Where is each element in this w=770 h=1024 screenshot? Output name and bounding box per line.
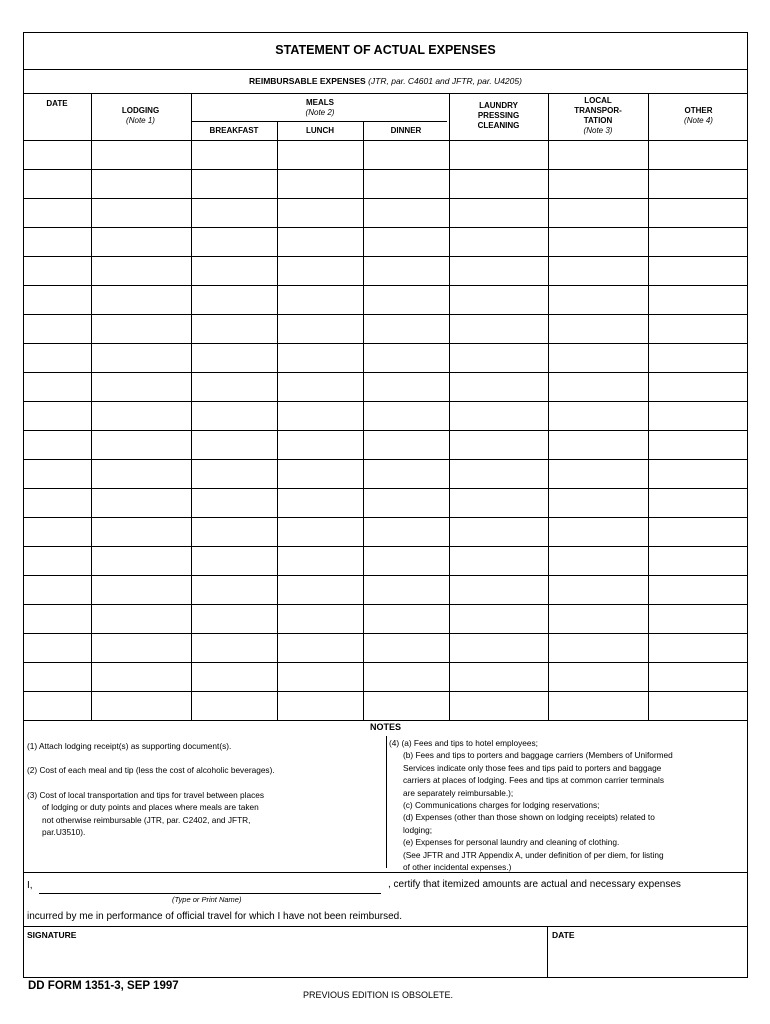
- meals-label: MEALS: [306, 98, 334, 107]
- note-4d: (d) Expenses (other than those shown on lodging receipts) related to: [403, 812, 655, 823]
- transportation-cell[interactable]: [550, 519, 646, 544]
- laundry-cell[interactable]: [451, 490, 546, 515]
- laundry-cell[interactable]: [451, 577, 546, 602]
- row-line: [24, 285, 747, 286]
- date-label: DATE: [552, 930, 575, 940]
- dinner-cell[interactable]: [365, 316, 447, 341]
- other-cell[interactable]: [650, 635, 747, 660]
- other-label: OTHER: [684, 106, 713, 115]
- lunch-cell[interactable]: [279, 200, 361, 225]
- dinner-cell[interactable]: [365, 635, 447, 660]
- laundry-cell[interactable]: [451, 345, 546, 370]
- lunch-cell[interactable]: [279, 258, 361, 283]
- column-line: [449, 93, 450, 720]
- form-title: STATEMENT OF ACTUAL EXPENSES: [275, 43, 496, 57]
- form-subtitle: [24, 76, 747, 86]
- lodging-cell[interactable]: [93, 287, 189, 312]
- date-cell[interactable]: [26, 374, 89, 399]
- column-header-lodging: [91, 106, 190, 126]
- lodging-cell[interactable]: [93, 664, 189, 689]
- transportation-cell[interactable]: [550, 490, 646, 515]
- row-line: [24, 488, 747, 489]
- note-spacer: [27, 752, 372, 764]
- transportation-cell[interactable]: [550, 287, 646, 312]
- breakfast-cell[interactable]: [193, 461, 275, 486]
- date-cell[interactable]: [26, 229, 89, 254]
- laundry-cell[interactable]: [451, 461, 546, 486]
- lodging-cell[interactable]: [93, 490, 189, 515]
- date-cell[interactable]: [26, 635, 89, 660]
- lodging-cell[interactable]: [93, 200, 189, 225]
- lunch-cell[interactable]: [279, 606, 361, 631]
- transportation-cell[interactable]: [550, 606, 646, 631]
- lunch-cell[interactable]: [279, 693, 361, 718]
- notes-heading: NOTES: [369, 722, 401, 732]
- laundry-cell[interactable]: [451, 548, 546, 573]
- dinner-cell[interactable]: [365, 258, 447, 283]
- other-cell[interactable]: [650, 316, 747, 341]
- date-cell[interactable]: [26, 432, 89, 457]
- note-3: (3) Cost of local transportation and tips for travel between places: [27, 789, 265, 800]
- dinner-cell[interactable]: [365, 171, 447, 196]
- date-cell[interactable]: [26, 693, 89, 718]
- note-4e: (e) Expenses for personal laundry and cleaning of clothing.: [403, 837, 620, 848]
- other-cell[interactable]: [650, 287, 747, 312]
- breakfast-cell[interactable]: [193, 548, 275, 573]
- column-header-breakfast: BREAKFAST: [209, 126, 259, 135]
- note-2: (2) Cost of each meal and tip (less the cost of alcoholic beverages).: [27, 765, 275, 776]
- note-4b: (b) Fees and tips to porters and baggage carriers (Members of Uniformed: [403, 750, 673, 761]
- lunch-cell[interactable]: [279, 171, 361, 196]
- breakfast-cell[interactable]: [193, 142, 275, 167]
- meals-note: (Note 2): [305, 108, 335, 117]
- other-cell[interactable]: [650, 229, 747, 254]
- lodging-cell[interactable]: [93, 403, 189, 428]
- date-cell[interactable]: [26, 287, 89, 312]
- dinner-cell[interactable]: [365, 229, 447, 254]
- lodging-cell[interactable]: [93, 374, 189, 399]
- date-cell[interactable]: [26, 577, 89, 602]
- previous-edition-notice: PREVIOUS EDITION IS OBSOLETE.: [303, 990, 454, 1000]
- row-line: [24, 517, 747, 518]
- date-cell[interactable]: [26, 258, 89, 283]
- breakfast-cell[interactable]: [193, 606, 275, 631]
- dinner-cell[interactable]: [365, 287, 447, 312]
- note-4c: (c) Communications charges for lodging reservations;: [403, 800, 600, 811]
- column-header-meals: [191, 98, 449, 118]
- note-4b-line-3: carriers at places of lodging. Fees and tips at common carrier terminals: [403, 775, 664, 786]
- transportation-cell[interactable]: [550, 403, 646, 428]
- laundry-cell[interactable]: [451, 142, 546, 167]
- breakfast-cell[interactable]: [193, 635, 275, 660]
- breakfast-cell[interactable]: [193, 345, 275, 370]
- transportation-cell[interactable]: [550, 200, 646, 225]
- transport-label-3: TATION: [583, 116, 613, 125]
- lodging-cell[interactable]: [93, 432, 189, 457]
- lunch-cell[interactable]: [279, 403, 361, 428]
- date-cell[interactable]: [26, 316, 89, 341]
- divider: [24, 93, 747, 94]
- row-line: [24, 459, 747, 460]
- laundry-cell[interactable]: [451, 229, 546, 254]
- transportation-cell[interactable]: [550, 432, 646, 457]
- lunch-cell[interactable]: [279, 142, 361, 167]
- other-cell[interactable]: [650, 374, 747, 399]
- column-line: [191, 93, 192, 720]
- lodging-cell[interactable]: [93, 316, 189, 341]
- laundry-cell[interactable]: [451, 171, 546, 196]
- signature-label: SIGNATURE: [27, 930, 77, 940]
- lodging-cell[interactable]: [93, 548, 189, 573]
- column-header-laundry: [449, 101, 548, 131]
- other-cell[interactable]: [650, 403, 747, 428]
- certification-statement-2: incurred by me in performance of official travel for which I have not been reimbursed.: [27, 911, 402, 922]
- lodging-note: (Note 1): [126, 116, 155, 125]
- lunch-cell[interactable]: [279, 664, 361, 689]
- dinner-cell[interactable]: [365, 200, 447, 225]
- lodging-cell[interactable]: [93, 345, 189, 370]
- lunch-cell[interactable]: [279, 432, 361, 457]
- transportation-cell[interactable]: [550, 258, 646, 283]
- other-cell[interactable]: [650, 519, 747, 544]
- laundry-cell[interactable]: [451, 258, 546, 283]
- dinner-cell[interactable]: [365, 403, 447, 428]
- lodging-cell[interactable]: [93, 461, 189, 486]
- column-line: [548, 93, 549, 720]
- date-cell[interactable]: [26, 548, 89, 573]
- date-cell[interactable]: [26, 519, 89, 544]
- lodging-label: LODGING: [121, 106, 160, 115]
- transport-label-1: LOCAL: [584, 96, 612, 105]
- lunch-cell[interactable]: [279, 548, 361, 573]
- transportation-cell[interactable]: [550, 142, 646, 167]
- laundry-cell[interactable]: [451, 635, 546, 660]
- date-cell[interactable]: [26, 200, 89, 225]
- transportation-cell[interactable]: [550, 345, 646, 370]
- other-cell[interactable]: [650, 548, 747, 573]
- laundry-cell[interactable]: [451, 374, 546, 399]
- form-number: DD FORM 1351-3, SEP 1997: [28, 980, 179, 992]
- other-cell[interactable]: [650, 693, 747, 718]
- certification-statement: , certify that itemized amounts are actual and necessary expenses: [388, 879, 681, 890]
- date-cell[interactable]: [26, 664, 89, 689]
- column-header-other: [648, 106, 749, 126]
- laundry-cell[interactable]: [451, 200, 546, 225]
- other-cell[interactable]: [650, 490, 747, 515]
- note-4b-line-2: Services indicate only those fees and tips paid to porters and baggage: [403, 762, 662, 773]
- row-line: [24, 575, 747, 576]
- dinner-cell[interactable]: [365, 548, 447, 573]
- other-cell[interactable]: [650, 200, 747, 225]
- lodging-cell[interactable]: [93, 577, 189, 602]
- divider: [24, 926, 747, 927]
- note-4-reference-line-2: of other incidental expenses.): [403, 862, 512, 873]
- row-line: [24, 633, 747, 634]
- date-cell[interactable]: [26, 490, 89, 515]
- lodging-cell[interactable]: [93, 229, 189, 254]
- lunch-cell[interactable]: [279, 635, 361, 660]
- laundry-label-1: LAUNDRY: [479, 101, 518, 110]
- lunch-cell[interactable]: [279, 316, 361, 341]
- transportation-cell[interactable]: [550, 374, 646, 399]
- breakfast-cell[interactable]: [193, 432, 275, 457]
- meals-subheader-line: [191, 121, 447, 122]
- laundry-label-3: CLEANING: [477, 121, 520, 130]
- notes-divider: [386, 736, 387, 868]
- lodging-cell[interactable]: [93, 142, 189, 167]
- note-spacer: [27, 777, 372, 789]
- row-line: [24, 372, 747, 373]
- transportation-cell[interactable]: [550, 635, 646, 660]
- row-line: [24, 430, 747, 431]
- column-header-date: DATE: [46, 99, 68, 108]
- row-line: [24, 140, 747, 141]
- laundry-label-2: PRESSING: [477, 111, 520, 120]
- lunch-cell[interactable]: [279, 287, 361, 312]
- transportation-cell[interactable]: [550, 316, 646, 341]
- row-line: [24, 662, 747, 663]
- other-cell[interactable]: [650, 461, 747, 486]
- lodging-cell[interactable]: [93, 693, 189, 718]
- transportation-cell[interactable]: [550, 461, 646, 486]
- dinner-cell[interactable]: [365, 432, 447, 457]
- other-note: (Note 4): [684, 116, 713, 125]
- row-line: [24, 198, 747, 199]
- transport-label-2: TRANSPOR-: [574, 106, 622, 115]
- breakfast-cell[interactable]: [193, 577, 275, 602]
- date-cell[interactable]: [26, 345, 89, 370]
- notes-right: [389, 737, 749, 873]
- date-cell[interactable]: [26, 403, 89, 428]
- transportation-cell[interactable]: [550, 664, 646, 689]
- certification-prefix: I,: [27, 880, 33, 891]
- breakfast-cell[interactable]: [193, 171, 275, 196]
- laundry-cell[interactable]: [451, 432, 546, 457]
- other-cell[interactable]: [650, 606, 747, 631]
- row-line: [24, 227, 747, 228]
- lunch-cell[interactable]: [279, 519, 361, 544]
- row-line: [24, 314, 747, 315]
- laundry-cell[interactable]: [451, 287, 546, 312]
- signature-date-field[interactable]: [550, 941, 745, 975]
- lunch-cell[interactable]: [279, 461, 361, 486]
- name-field[interactable]: [39, 877, 381, 893]
- breakfast-cell[interactable]: [193, 200, 275, 225]
- row-line: [24, 343, 747, 344]
- row-line: [24, 604, 747, 605]
- lunch-cell[interactable]: [279, 577, 361, 602]
- laundry-cell[interactable]: [451, 403, 546, 428]
- date-cell[interactable]: [26, 171, 89, 196]
- other-cell[interactable]: [650, 171, 747, 196]
- other-cell[interactable]: [650, 664, 747, 689]
- note-4-reference: (See JFTR and JTR Appendix A, under definition of per diem, for listing: [403, 849, 664, 860]
- dinner-cell[interactable]: [365, 142, 447, 167]
- divider: [24, 872, 747, 873]
- row-line: [24, 169, 747, 170]
- dinner-cell[interactable]: [365, 374, 447, 399]
- breakfast-cell[interactable]: [193, 490, 275, 515]
- laundry-cell[interactable]: [451, 519, 546, 544]
- lodging-cell[interactable]: [93, 258, 189, 283]
- laundry-cell[interactable]: [451, 316, 546, 341]
- lunch-cell[interactable]: [279, 345, 361, 370]
- signature-date-divider: [547, 926, 548, 978]
- note-4d-line-2: lodging;: [403, 824, 433, 835]
- name-hint: (Type or Print Name): [172, 895, 242, 904]
- column-line: [363, 121, 364, 720]
- row-line: [24, 720, 747, 721]
- transportation-cell[interactable]: [550, 693, 646, 718]
- breakfast-cell[interactable]: [193, 258, 275, 283]
- dinner-cell[interactable]: [365, 577, 447, 602]
- laundry-cell[interactable]: [451, 664, 546, 689]
- breakfast-cell[interactable]: [193, 287, 275, 312]
- breakfast-cell[interactable]: [193, 374, 275, 399]
- note-4b-line-4: are separately reimbursable.);: [403, 787, 514, 798]
- divider: [24, 69, 747, 70]
- breakfast-cell[interactable]: [193, 664, 275, 689]
- other-cell[interactable]: [650, 577, 747, 602]
- date-cell[interactable]: [26, 142, 89, 167]
- dinner-cell[interactable]: [365, 490, 447, 515]
- column-line: [648, 93, 649, 720]
- breakfast-cell[interactable]: [193, 229, 275, 254]
- column-line: [277, 121, 278, 720]
- note-3-line-4: par.U3510).: [42, 827, 86, 838]
- note-3-line-3: not otherwise reimbursable (JTR, par. C2402, and JFTR,: [42, 814, 251, 825]
- dinner-cell[interactable]: [365, 345, 447, 370]
- lodging-cell[interactable]: [93, 606, 189, 631]
- laundry-cell[interactable]: [451, 606, 546, 631]
- lodging-cell[interactable]: [93, 635, 189, 660]
- row-line: [24, 256, 747, 257]
- lunch-cell[interactable]: [279, 374, 361, 399]
- expense-form: [23, 32, 748, 978]
- date-cell[interactable]: [26, 606, 89, 631]
- notes-left: [27, 740, 372, 838]
- transport-note: (Note 3): [583, 126, 613, 135]
- transportation-cell[interactable]: [550, 229, 646, 254]
- column-header-transportation: [548, 96, 648, 136]
- dinner-cell[interactable]: [365, 606, 447, 631]
- note-1: (1) Attach lodging receipt(s) as supporting document(s).: [27, 741, 232, 751]
- other-cell[interactable]: [650, 258, 747, 283]
- note-3-line-2: of lodging or duty points and places where meals are taken: [42, 802, 259, 813]
- transportation-cell[interactable]: [550, 577, 646, 602]
- breakfast-cell[interactable]: [193, 519, 275, 544]
- other-cell[interactable]: [650, 142, 747, 167]
- date-cell[interactable]: [26, 461, 89, 486]
- dinner-cell[interactable]: [365, 693, 447, 718]
- breakfast-cell[interactable]: [193, 403, 275, 428]
- column-line: [91, 93, 92, 720]
- lunch-cell[interactable]: [279, 229, 361, 254]
- transportation-cell[interactable]: [550, 548, 646, 573]
- dinner-cell[interactable]: [365, 461, 447, 486]
- other-cell[interactable]: [650, 345, 747, 370]
- lunch-cell[interactable]: [279, 490, 361, 515]
- breakfast-cell[interactable]: [193, 316, 275, 341]
- breakfast-cell[interactable]: [193, 693, 275, 718]
- note-4a: (4) (a) Fees and tips to hotel employees;: [389, 738, 538, 748]
- subtitle-bold: REIMBURSABLE EXPENSES: [249, 76, 366, 86]
- row-line: [24, 401, 747, 402]
- laundry-cell[interactable]: [451, 693, 546, 718]
- row-line: [24, 546, 747, 547]
- column-header-lunch: LUNCH: [306, 126, 334, 135]
- dinner-cell[interactable]: [365, 664, 447, 689]
- subtitle-reference: (JTR, par. C4601 and JFTR, par. U4205): [368, 76, 522, 86]
- row-line: [24, 691, 747, 692]
- transportation-cell[interactable]: [550, 171, 646, 196]
- other-cell[interactable]: [650, 432, 747, 457]
- column-header-dinner: DINNER: [390, 126, 422, 135]
- lodging-cell[interactable]: [93, 171, 189, 196]
- name-underline: [39, 893, 381, 894]
- signature-field[interactable]: [24, 940, 547, 977]
- dinner-cell[interactable]: [365, 519, 447, 544]
- lodging-cell[interactable]: [93, 519, 189, 544]
